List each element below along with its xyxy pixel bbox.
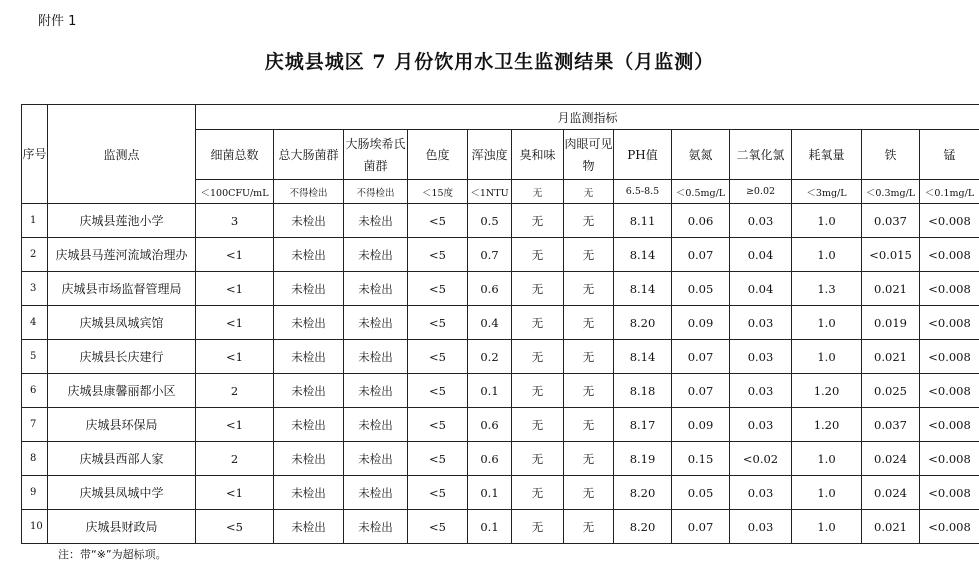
row-value-cell: 无 bbox=[564, 374, 614, 408]
row-value-cell: 0.6 bbox=[468, 442, 512, 476]
indicator-name-label: PH值 bbox=[627, 147, 658, 162]
row-value-cell: <0.008 bbox=[920, 306, 979, 340]
row-value-cell: 8.18 bbox=[614, 374, 672, 408]
row-value-cell: <5 bbox=[408, 306, 468, 340]
row-value-cell: <1 bbox=[196, 238, 274, 272]
row-value-cell: 0.15 bbox=[672, 442, 730, 476]
indicator-name-header bbox=[196, 130, 274, 180]
row-value-cell: 0.05 bbox=[672, 476, 730, 510]
row-seq-cell: 3 bbox=[22, 272, 48, 306]
row-value-cell: <5 bbox=[408, 340, 468, 374]
row-value-cell: 无 bbox=[564, 204, 614, 238]
row-value-cell: 1.3 bbox=[792, 272, 862, 306]
indicator-name-label: 臭和味 bbox=[519, 147, 556, 162]
row-value-cell: <5 bbox=[196, 510, 274, 544]
row-value-cell: 无 bbox=[512, 238, 564, 272]
row-value-cell: 未检出 bbox=[344, 510, 408, 544]
row-value-cell: <0.008 bbox=[920, 510, 979, 544]
row-value-cell: 未检出 bbox=[344, 272, 408, 306]
row-value-cell: 1.0 bbox=[792, 204, 862, 238]
row-value-cell: 0.5 bbox=[468, 204, 512, 238]
row-value-cell: <1 bbox=[196, 306, 274, 340]
row-value-cell: 无 bbox=[564, 510, 614, 544]
row-value-cell: 1.0 bbox=[792, 238, 862, 272]
row-value-cell: 0.6 bbox=[468, 272, 512, 306]
row-value-cell: 0.03 bbox=[730, 510, 792, 544]
row-value-cell: <5 bbox=[408, 374, 468, 408]
row-value-cell: 无 bbox=[512, 510, 564, 544]
row-value-cell: 0.024 bbox=[862, 442, 920, 476]
row-value-cell: 未检出 bbox=[344, 408, 408, 442]
row-seq-cell: 7 bbox=[22, 408, 48, 442]
row-value-cell: 0.037 bbox=[862, 204, 920, 238]
indicator-name-header bbox=[730, 130, 792, 180]
table-row bbox=[22, 408, 979, 442]
row-value-cell: 8.20 bbox=[614, 476, 672, 510]
page-title: 庆城县城区 7 月份饮用水卫生监测结果（月监测） bbox=[264, 51, 715, 73]
indicator-name-label: 肉眼可见物 bbox=[564, 136, 613, 173]
row-value-cell: 未检出 bbox=[344, 204, 408, 238]
indicator-name-label: 大肠埃希氏菌群 bbox=[345, 136, 406, 173]
indicator-limit-header: ≥0.02 bbox=[730, 180, 792, 204]
row-value-cell: 0.03 bbox=[730, 340, 792, 374]
indicator-name-label: 二氧化氯 bbox=[736, 147, 785, 162]
row-site-cell: 庆城县长庆建行 bbox=[48, 340, 196, 374]
row-value-cell: 8.17 bbox=[614, 408, 672, 442]
row-seq-cell: 9 bbox=[22, 476, 48, 510]
row-value-cell: <0.008 bbox=[920, 204, 979, 238]
table-row bbox=[22, 442, 979, 476]
row-value-cell: 0.07 bbox=[672, 238, 730, 272]
row-value-cell: <5 bbox=[408, 238, 468, 272]
row-value-cell: 1.20 bbox=[792, 408, 862, 442]
table-row bbox=[22, 510, 979, 544]
row-value-cell: 1.0 bbox=[792, 442, 862, 476]
row-value-cell: 无 bbox=[512, 340, 564, 374]
indicator-limit-header: ＜0.1mg/L bbox=[920, 180, 979, 204]
row-value-cell: <5 bbox=[408, 272, 468, 306]
row-value-cell: 无 bbox=[564, 476, 614, 510]
row-value-cell: 0.4 bbox=[468, 306, 512, 340]
row-value-cell: 8.11 bbox=[614, 204, 672, 238]
row-value-cell: 0.03 bbox=[730, 476, 792, 510]
row-value-cell: <0.008 bbox=[920, 476, 979, 510]
indicator-limit-header: ＜100CFU/mL bbox=[196, 180, 274, 204]
group-header: 月监测指标 bbox=[196, 105, 979, 130]
row-seq-cell: 1 bbox=[22, 204, 48, 238]
row-value-cell: 无 bbox=[564, 408, 614, 442]
row-value-cell: 2 bbox=[196, 442, 274, 476]
indicator-name-label: 色度 bbox=[425, 147, 450, 162]
row-value-cell: <5 bbox=[408, 510, 468, 544]
row-value-cell: 0.7 bbox=[468, 238, 512, 272]
row-value-cell: 0.03 bbox=[730, 408, 792, 442]
row-value-cell: 0.2 bbox=[468, 340, 512, 374]
row-value-cell: 未检出 bbox=[274, 204, 344, 238]
table-row bbox=[22, 476, 979, 510]
indicator-limit-header: 6.5-8.5 bbox=[614, 180, 672, 204]
indicator-name-header bbox=[920, 130, 979, 180]
indicator-name-header bbox=[512, 130, 564, 180]
table-row bbox=[22, 340, 979, 374]
row-seq-cell: 6 bbox=[22, 374, 48, 408]
row-value-cell: 未检出 bbox=[274, 272, 344, 306]
indicator-limit-header: ＜15度 bbox=[408, 180, 468, 204]
row-value-cell: 无 bbox=[512, 374, 564, 408]
row-value-cell: 未检出 bbox=[344, 340, 408, 374]
row-value-cell: 0.019 bbox=[862, 306, 920, 340]
row-value-cell: 未检出 bbox=[344, 238, 408, 272]
row-value-cell: <5 bbox=[408, 442, 468, 476]
row-value-cell: 0.07 bbox=[672, 374, 730, 408]
row-value-cell: 无 bbox=[512, 476, 564, 510]
attachment-label: 附件 1 bbox=[38, 14, 77, 29]
indicator-limit-header: ＜3mg/L bbox=[792, 180, 862, 204]
row-site-cell: 庆城县财政局 bbox=[48, 510, 196, 544]
row-value-cell: 无 bbox=[564, 306, 614, 340]
row-value-cell: 0.021 bbox=[862, 272, 920, 306]
row-value-cell: 无 bbox=[564, 340, 614, 374]
row-value-cell: <1 bbox=[196, 340, 274, 374]
row-value-cell: 未检出 bbox=[274, 476, 344, 510]
indicator-name-label: 浑浊度 bbox=[471, 147, 508, 162]
row-value-cell: 未检出 bbox=[274, 374, 344, 408]
row-value-cell: <1 bbox=[196, 408, 274, 442]
row-value-cell: 8.20 bbox=[614, 306, 672, 340]
table-row bbox=[22, 374, 979, 408]
row-value-cell: 1.0 bbox=[792, 340, 862, 374]
indicator-name-header bbox=[408, 130, 468, 180]
row-value-cell: 0.07 bbox=[672, 340, 730, 374]
indicator-limit-header: 不得检出 bbox=[344, 180, 408, 204]
indicator-limit-header: 不得检出 bbox=[274, 180, 344, 204]
row-value-cell: 未检出 bbox=[344, 476, 408, 510]
row-value-cell: 未检出 bbox=[274, 408, 344, 442]
row-value-cell: <0.008 bbox=[920, 272, 979, 306]
row-value-cell: 未检出 bbox=[274, 238, 344, 272]
row-value-cell: <0.008 bbox=[920, 442, 979, 476]
indicator-limit-header: 无 bbox=[564, 180, 614, 204]
row-value-cell: <0.015 bbox=[862, 238, 920, 272]
row-value-cell: 0.03 bbox=[730, 306, 792, 340]
row-value-cell: 无 bbox=[512, 442, 564, 476]
monitoring-results-table bbox=[21, 104, 979, 544]
row-value-cell: 未检出 bbox=[274, 306, 344, 340]
row-value-cell: 1.0 bbox=[792, 510, 862, 544]
indicator-name-label: 细菌总数 bbox=[210, 147, 259, 162]
indicator-name-header bbox=[564, 130, 614, 180]
indicator-name-header bbox=[274, 130, 344, 180]
row-value-cell: <5 bbox=[408, 204, 468, 238]
row-site-cell: 庆城县莲池小学 bbox=[48, 204, 196, 238]
row-seq-cell: 10 bbox=[22, 510, 48, 544]
row-value-cell: 0.03 bbox=[730, 374, 792, 408]
table-row bbox=[22, 306, 979, 340]
indicator-name-label: 锰 bbox=[943, 147, 956, 162]
row-value-cell: 0.021 bbox=[862, 510, 920, 544]
row-value-cell: 未检出 bbox=[274, 510, 344, 544]
indicator-limit-header: ＜0.3mg/L bbox=[862, 180, 920, 204]
indicator-limit-header: ＜1NTU bbox=[468, 180, 512, 204]
row-value-cell: 0.021 bbox=[862, 340, 920, 374]
row-value-cell: 0.024 bbox=[862, 476, 920, 510]
indicator-name-header bbox=[344, 130, 408, 180]
row-value-cell: <0.008 bbox=[920, 374, 979, 408]
row-value-cell: 无 bbox=[512, 272, 564, 306]
indicator-name-header bbox=[792, 130, 862, 180]
indicator-name-label: 耗氧量 bbox=[808, 147, 845, 162]
row-seq-cell: 8 bbox=[22, 442, 48, 476]
indicator-name-label: 铁 bbox=[884, 147, 897, 162]
table-row bbox=[22, 272, 979, 306]
row-value-cell: <1 bbox=[196, 476, 274, 510]
row-site-cell: 庆城县康馨丽都小区 bbox=[48, 374, 196, 408]
row-value-cell: 0.09 bbox=[672, 408, 730, 442]
row-site-cell: 庆城县市场监督管理局 bbox=[48, 272, 196, 306]
row-value-cell: <5 bbox=[408, 408, 468, 442]
row-value-cell: 未检出 bbox=[344, 442, 408, 476]
indicator-limit-header: 无 bbox=[512, 180, 564, 204]
row-value-cell: 1.20 bbox=[792, 374, 862, 408]
row-value-cell: <0.008 bbox=[920, 340, 979, 374]
row-value-cell: 未检出 bbox=[274, 340, 344, 374]
row-value-cell: 0.037 bbox=[862, 408, 920, 442]
row-value-cell: <5 bbox=[408, 476, 468, 510]
row-value-cell: <1 bbox=[196, 272, 274, 306]
row-value-cell: 未检出 bbox=[274, 442, 344, 476]
row-value-cell: 0.04 bbox=[730, 238, 792, 272]
row-value-cell: 未检出 bbox=[344, 374, 408, 408]
row-value-cell: 8.14 bbox=[614, 238, 672, 272]
row-value-cell: <0.008 bbox=[920, 238, 979, 272]
row-value-cell: 0.07 bbox=[672, 510, 730, 544]
row-value-cell: 无 bbox=[564, 238, 614, 272]
row-site-cell: 庆城县马莲河流域治理办 bbox=[48, 238, 196, 272]
row-seq-cell: 5 bbox=[22, 340, 48, 374]
indicator-name-header bbox=[468, 130, 512, 180]
row-value-cell: <0.02 bbox=[730, 442, 792, 476]
footnote: 注：带“※”为超标项。 bbox=[58, 548, 167, 561]
row-value-cell: 无 bbox=[564, 272, 614, 306]
row-value-cell: 0.05 bbox=[672, 272, 730, 306]
indicator-name-header bbox=[614, 130, 672, 180]
row-value-cell: 1.0 bbox=[792, 476, 862, 510]
row-value-cell: 0.1 bbox=[468, 510, 512, 544]
row-value-cell: 未检出 bbox=[344, 306, 408, 340]
seq-header: 序号 bbox=[22, 105, 48, 204]
row-value-cell: 8.14 bbox=[614, 272, 672, 306]
row-value-cell: 无 bbox=[564, 442, 614, 476]
indicator-name-header bbox=[672, 130, 730, 180]
table-row bbox=[22, 204, 979, 238]
row-value-cell: 0.1 bbox=[468, 476, 512, 510]
row-value-cell: 0.09 bbox=[672, 306, 730, 340]
indicator-limit-header: ＜0.5mg/L bbox=[672, 180, 730, 204]
indicator-name-label: 总大肠菌群 bbox=[278, 147, 339, 162]
row-value-cell: 0.1 bbox=[468, 374, 512, 408]
row-value-cell: 0.025 bbox=[862, 374, 920, 408]
row-site-cell: 庆城县西部人家 bbox=[48, 442, 196, 476]
row-value-cell: 无 bbox=[512, 408, 564, 442]
row-value-cell: 2 bbox=[196, 374, 274, 408]
row-site-cell: 庆城县凤城宾馆 bbox=[48, 306, 196, 340]
row-value-cell: <0.008 bbox=[920, 408, 979, 442]
row-value-cell: 0.6 bbox=[468, 408, 512, 442]
row-site-cell: 庆城县环保局 bbox=[48, 408, 196, 442]
indicator-name-header bbox=[862, 130, 920, 180]
row-value-cell: 无 bbox=[512, 204, 564, 238]
row-value-cell: 1.0 bbox=[792, 306, 862, 340]
row-value-cell: 8.14 bbox=[614, 340, 672, 374]
site-header: 监测点 bbox=[48, 105, 196, 204]
row-value-cell: 0.03 bbox=[730, 204, 792, 238]
table-row bbox=[22, 238, 979, 272]
row-value-cell: 0.06 bbox=[672, 204, 730, 238]
row-value-cell: 3 bbox=[196, 204, 274, 238]
row-value-cell: 8.20 bbox=[614, 510, 672, 544]
row-value-cell: 0.04 bbox=[730, 272, 792, 306]
row-seq-cell: 2 bbox=[22, 238, 48, 272]
row-value-cell: 8.19 bbox=[614, 442, 672, 476]
row-value-cell: 无 bbox=[512, 306, 564, 340]
row-seq-cell: 4 bbox=[22, 306, 48, 340]
indicator-name-label: 氨氮 bbox=[688, 147, 713, 162]
row-site-cell: 庆城县凤城中学 bbox=[48, 476, 196, 510]
